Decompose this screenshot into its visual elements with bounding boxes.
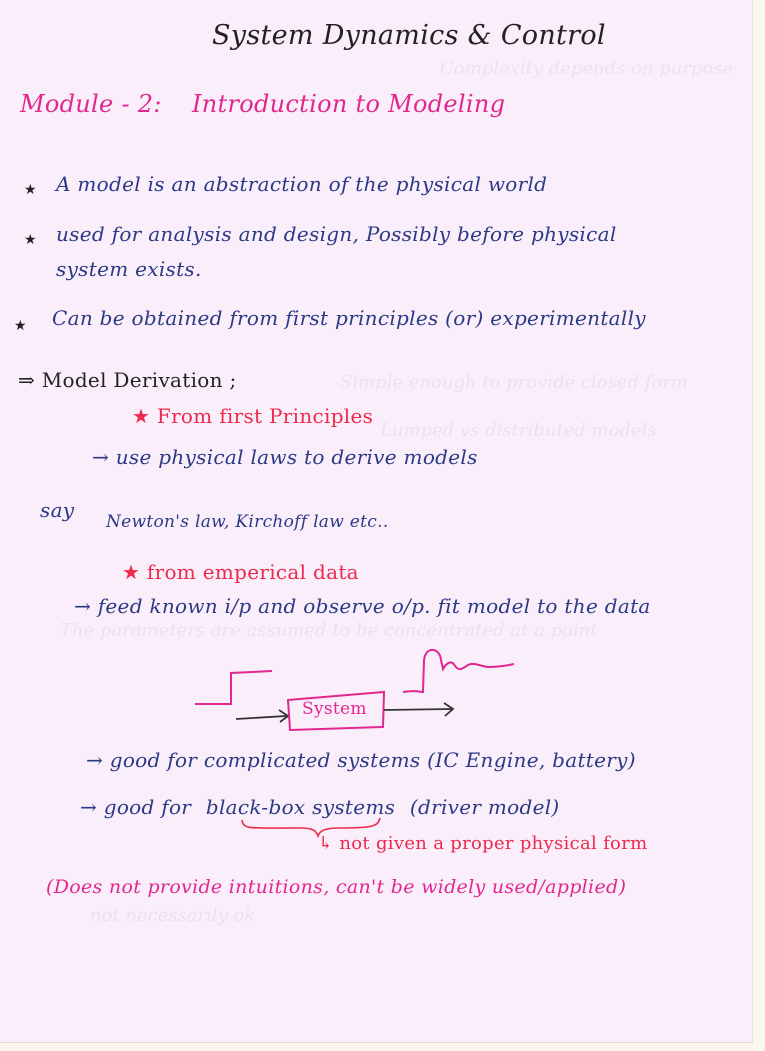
bleed-through-text: Complexity depends on purpose	[440, 58, 734, 79]
module-label: Module - 2:	[20, 90, 162, 118]
empirical-point: → feed known i/p and observe o/p. fit model to the data	[74, 594, 651, 618]
bullet-text: used for analysis and design, Possibly before physical	[56, 222, 617, 246]
bullet-text: A model is an abstraction of the physical world	[56, 172, 548, 196]
star-bullet-icon: ★	[24, 182, 37, 198]
first-principles-examples: Newton's law, Kirchoff law etc..	[106, 512, 389, 532]
black-box-systems-underlined: black-box systems	[205, 795, 396, 819]
page-title: System Dynamics & Control	[212, 20, 606, 51]
good-for-prefix: → good for	[80, 795, 192, 819]
bullet-continuation: system exists.	[56, 257, 202, 281]
driver-model-example: (driver model)	[409, 795, 560, 819]
bleed-through-text: Simple enough to provide closed form	[340, 372, 688, 393]
black-box-note: ↳ not given a proper physical form	[318, 833, 648, 854]
star-bullet-icon: ★	[14, 318, 27, 334]
star-bullet-icon: ★	[24, 232, 37, 248]
good-for-complicated-systems: → good for complicated systems (IC Engine, battery)	[86, 748, 636, 772]
subheading-first-principles: ★ From first Principles	[132, 404, 374, 428]
bleed-through-text: The parameters are assumed to be concentrated at a point	[60, 620, 598, 641]
first-principles-point: → use physical laws to derive models	[92, 445, 478, 469]
bullet-text: Can be obtained from first principles (or) experimentally	[52, 306, 646, 330]
system-block-label: System	[302, 699, 367, 719]
module-title: Introduction to Modeling	[192, 90, 506, 118]
subheading-empirical-data: ★ from emperical data	[122, 560, 359, 584]
bleed-through-text: not necessarily ok	[90, 905, 256, 926]
say-label: say	[40, 498, 75, 522]
section-heading-model-derivation: ⇒ Model Derivation ;	[18, 368, 237, 392]
empirical-caveat: (Does not provide intuitions, can't be widely used/applied)	[46, 876, 627, 898]
bleed-through-text: Lumped vs distributed models	[380, 420, 657, 441]
